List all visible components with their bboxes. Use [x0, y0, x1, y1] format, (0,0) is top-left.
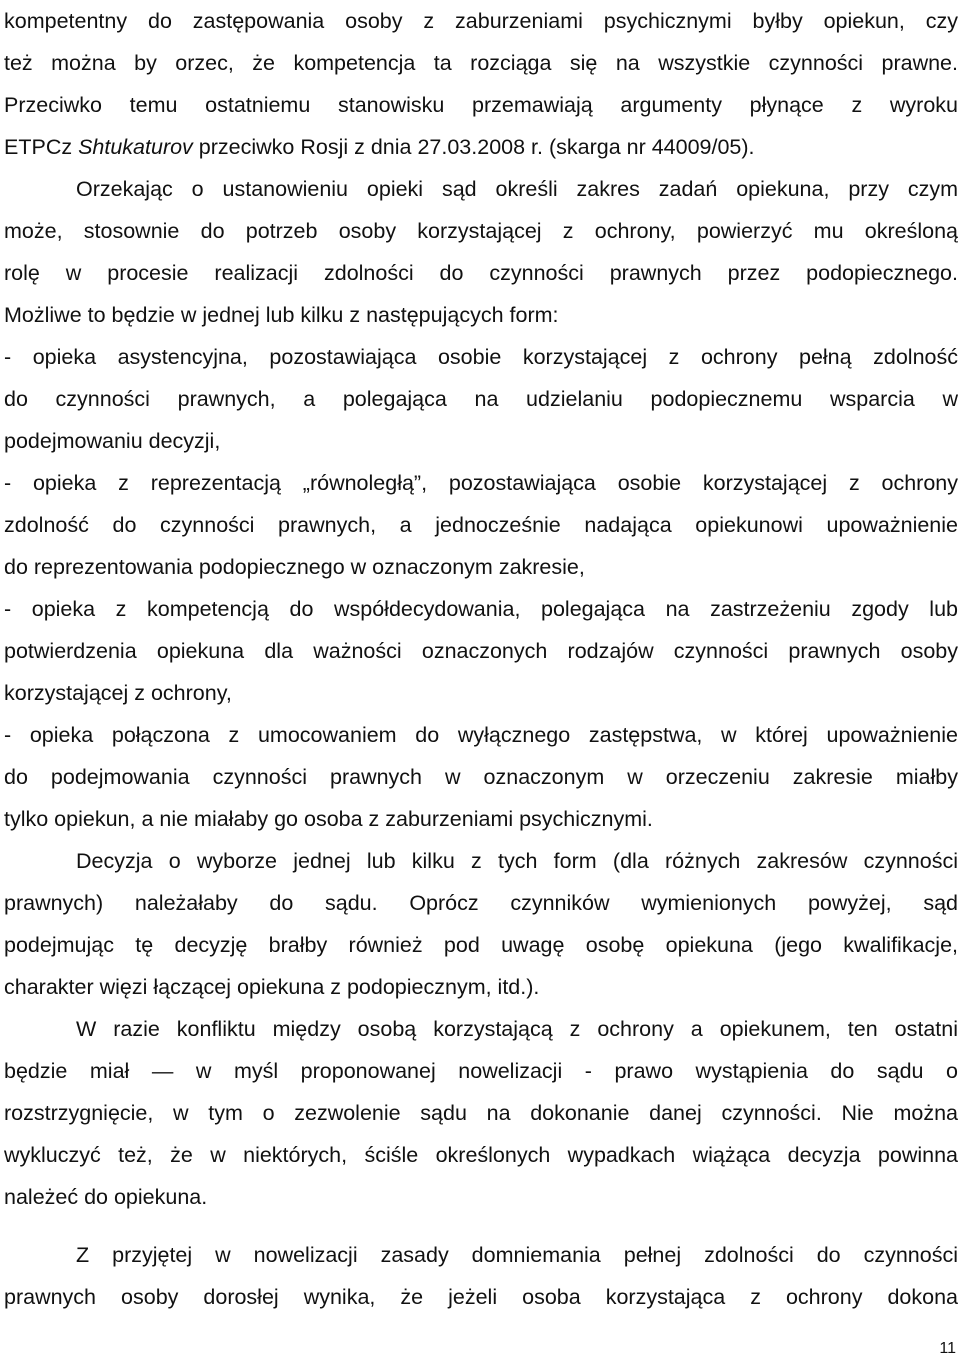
list-item: - opieka z reprezentacją „równoległą”, pozostawiająca osobie korzystającej z ochrony — [4, 471, 958, 495]
text-line: korzystającej z ochrony, — [4, 681, 232, 705]
paragraph-start: W razie konfliktu między osobą korzystającą z ochrony a opiekunem, ten ostatni — [76, 1017, 958, 1041]
text-line: rolę w procesie realizacji zdolności do czynności prawnych przez podopiecznego. — [4, 261, 958, 285]
text-line: wykluczyć też, że w niektórych, ściśle określonych wypadkach wiążąca decyzja powinna — [4, 1143, 958, 1167]
case-name: Shtukaturov — [78, 135, 193, 159]
paragraph-gap — [4, 1218, 958, 1234]
text-line: charakter więzi łączącej opiekuna z podopiecznym, itd.). — [4, 975, 540, 999]
text-line: Możliwe to będzie w jednej lub kilku z następujących form: — [4, 303, 559, 327]
text-line: może, stosownie do potrzeb osoby korzystającej z ochrony, powierzyć mu określoną — [4, 219, 958, 243]
page-number: 11 — [939, 1340, 956, 1357]
text-line-citation — [4, 126, 958, 168]
text-line: do reprezentowania podopiecznego w oznaczonym zakresie, — [4, 555, 585, 579]
text-line: do czynności prawnych, a polegająca na udzielaniu podopiecznemu wsparcia w — [4, 387, 958, 411]
text-line: Przeciwko temu ostatniemu stanowisku przemawiają argumenty płynące z wyroku — [4, 93, 958, 117]
text-line: podejmowaniu decyzji, — [4, 429, 221, 453]
text-line: podejmując tę decyzję brałby również pod uwagę osobę opiekuna (jego kwalifikacje, — [4, 933, 958, 957]
list-item: - opieka z kompetencją do współdecydowania, polegająca na zastrzeżeniu zgody lub — [4, 597, 958, 621]
text-line: prawnych osoby dorosłej wynika, że jeżeli osoba korzystająca z ochrony dokona — [4, 1285, 958, 1309]
list-item: - opieka asystencyjna, pozostawiająca osobie korzystającej z ochrony pełną zdolność — [4, 345, 958, 369]
document-page — [4, 0, 958, 1318]
text-line: będzie miał — w myśl proponowanej nowelizacji - prawo wystąpienia do sądu o — [4, 1059, 958, 1083]
text-line: tylko opiekun, a nie miałaby go osoba z zaburzeniami psychicznymi. — [4, 807, 653, 831]
text-line: rozstrzygnięcie, w tym o zezwolenie sądu na dokonanie danej czynności. Nie można — [4, 1101, 958, 1125]
citation-details: przeciwko Rosji z dnia 27.03.2008 r. (skarga nr 44009/05). — [198, 135, 755, 159]
text-line: też można by orzec, że kompetencja ta rozciąga się na wszystkie czynności prawne. — [4, 51, 958, 75]
text-line: potwierdzenia opiekuna dla ważności oznaczonych rodzajów czynności prawnych osoby — [4, 639, 958, 663]
list-item: - opieka połączona z umocowaniem do wyłącznego zastępstwa, w której upoważnienie — [4, 723, 958, 747]
text-line: zdolność do czynności prawnych, a jednocześnie nadająca opiekunowi upoważnienie — [4, 513, 958, 537]
text-line: prawnych) należałaby do sądu. Oprócz czynników wymienionych powyżej, sąd — [4, 891, 958, 915]
paragraph-start: Decyzja o wyborze jednej lub kilku z tych form (dla różnych zakresów czynności — [76, 849, 958, 873]
text-line: kompetentny do zastępowania osoby z zaburzeniami psychicznymi byłby opiekun, czy — [4, 9, 958, 33]
text-line: należeć do opiekuna. — [4, 1185, 208, 1209]
text-line: do podejmowania czynności prawnych w oznaczonym w orzeczeniu zakresie miałby — [4, 765, 958, 789]
paragraph-start: Z przyjętej w nowelizacji zasady domniemania pełnej zdolności do czynności — [76, 1243, 958, 1267]
paragraph-start: Orzekając o ustanowieniu opieki sąd określi zakres zadań opiekuna, przy czym — [76, 177, 958, 201]
court-abbreviation: ETPCz — [4, 135, 73, 159]
